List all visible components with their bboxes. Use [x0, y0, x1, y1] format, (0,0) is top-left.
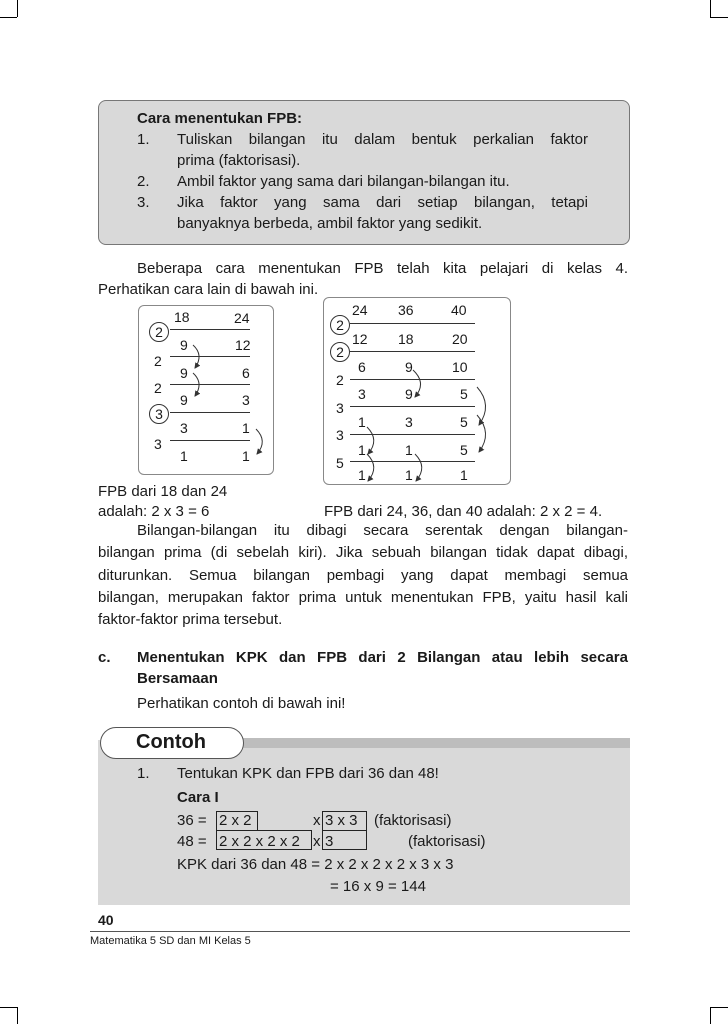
table-cell: 1: [242, 420, 250, 436]
kpk-result: = 16 x 9 = 144: [330, 878, 426, 895]
divisor: 3: [154, 436, 162, 452]
table2-caption: FPB dari 24, 36, dan 40 adalah: 2 x 2 = 4.: [324, 503, 603, 520]
section-subtitle: Perhatikan contoh di bawah ini!: [137, 695, 346, 712]
factor-group: 3: [325, 833, 334, 850]
crop-mark: [710, 1007, 711, 1024]
crop-mark: [17, 0, 18, 17]
table-cell: 1: [358, 414, 366, 430]
table-cell: 9: [405, 359, 413, 375]
times-sign: x: [313, 812, 321, 829]
table-header-value: 40: [451, 302, 467, 318]
box-title: Cara menentukan FPB:: [137, 110, 303, 127]
divisor: 2: [154, 380, 162, 396]
table-cell: 6: [242, 365, 250, 381]
table-cell: 5: [460, 414, 468, 430]
table-cell: 1: [460, 467, 468, 483]
table-header-value: 36: [398, 302, 414, 318]
arrow-down-icon: [367, 427, 374, 454]
table-cell: 1: [405, 442, 413, 458]
paragraph-line: bilangan prima (di sebelah kiri). Jika sebuah bilangan tidak dapat dibagi,: [98, 544, 628, 561]
table-cell: 18: [398, 331, 414, 347]
factor-group: 3 x 3: [325, 812, 358, 829]
factor-line-36: 36 =: [177, 812, 207, 829]
intro-line: Beberapa cara menentukan FPB telah kita pelajari di kelas 4.: [137, 260, 628, 277]
contoh-rule: [240, 738, 630, 748]
table-cell: 3: [180, 420, 188, 436]
table-cell: 1: [358, 442, 366, 458]
table-cell: 1: [358, 467, 366, 483]
cara-label: Cara I: [177, 789, 219, 806]
table-header-value: 18: [174, 309, 190, 325]
table-cell: 1: [180, 448, 188, 464]
factor-group: 2 x 2: [219, 812, 252, 829]
arrow-down-icon: [477, 387, 486, 425]
crop-mark: [710, 0, 711, 17]
factor-group: 2 x 2 x 2 x 2: [219, 833, 300, 850]
circled-divisor: 3: [149, 404, 169, 424]
section-letter: c.: [98, 649, 111, 666]
arrow-down-icon: [415, 454, 422, 481]
table1-caption: adalah: 2 x 3 = 6: [98, 503, 210, 520]
table-cell: 9: [180, 392, 188, 408]
box-item-number: 1.: [137, 131, 150, 148]
circled-divisor: 2: [330, 342, 350, 362]
intro-line: Perhatikan cara lain di bawah ini.: [98, 281, 319, 298]
table-cell: 1: [242, 448, 250, 464]
arrow-down-icon: [193, 373, 199, 396]
circled-divisor: 2: [149, 322, 169, 342]
arrow-down-icon: [193, 345, 199, 368]
table-cell: 6: [358, 359, 366, 375]
box-item-text: Ambil faktor yang sama dari bilangan-bilangan itu.: [177, 173, 510, 190]
arrow-down-icon: [256, 429, 262, 454]
crop-mark: [0, 1007, 17, 1008]
divisor: 2: [336, 372, 344, 388]
divisor: 5: [336, 455, 344, 471]
table-cell: 20: [452, 331, 468, 347]
table-cell: 12: [235, 337, 251, 353]
table-cell: 3: [405, 414, 413, 430]
book-title: Matematika 5 SD dan MI Kelas 5: [90, 935, 251, 947]
box-item-text: Tuliskan bilangan itu dalam bentuk perkalian faktor: [177, 131, 588, 148]
paragraph-line: Bilangan-bilangan itu dibagi secara serentak dengan bilangan-: [137, 522, 628, 539]
factor-note: (faktorisasi): [408, 833, 486, 850]
box-item-number: 2.: [137, 173, 150, 190]
table1-caption: FPB dari 18 dan 24: [98, 483, 228, 500]
crop-mark: [710, 1007, 728, 1008]
times-sign: x: [313, 833, 321, 850]
table-header-value: 24: [234, 310, 250, 326]
arrow-down-icon: [413, 370, 421, 397]
kpk-line: KPK dari 36 dan 48 = 2 x 2 x 2 x 2 x 3 x 3: [177, 856, 454, 873]
table-cell: 1: [405, 467, 413, 483]
arrow-down-icon: [367, 454, 374, 481]
box-item-text: prima (faktorisasi).: [177, 152, 301, 169]
divisor: 2: [154, 353, 162, 369]
box-item-number: 3.: [137, 194, 150, 211]
crop-mark: [0, 17, 17, 18]
arrow-down-icon: [477, 415, 486, 452]
factor-line-48: 48 =: [177, 833, 207, 850]
example-number: 1.: [137, 765, 150, 782]
table-cell: 9: [405, 386, 413, 402]
divisor: 3: [336, 427, 344, 443]
crop-mark: [17, 1007, 18, 1024]
table-cell: 12: [352, 331, 368, 347]
carry-arrows: [138, 305, 272, 473]
table-header-value: 24: [352, 302, 368, 318]
example-question: Tentukan KPK dan FPB dari 36 dan 48!: [177, 765, 439, 782]
box-item-text: Jika faktor yang sama dari setiap bilangan, tetapi: [177, 194, 588, 211]
table-cell: 9: [180, 337, 188, 353]
table-cell: 10: [452, 359, 468, 375]
circled-divisor: 2: [330, 315, 350, 335]
table-cell: 3: [358, 386, 366, 402]
divisor: 3: [336, 400, 344, 416]
paragraph-line: faktor-faktor prima tersebut.: [98, 611, 283, 628]
factor-note: (faktorisasi): [374, 812, 452, 829]
box-item-text: banyaknya berbeda, ambil faktor yang sedikit.: [177, 215, 483, 232]
contoh-tab-label: Contoh: [136, 731, 206, 753]
table-cell: 9: [180, 365, 188, 381]
table-cell: 5: [460, 386, 468, 402]
paragraph-line: diturunkan. Semua bilangan pembagi yang dapat membagi semua: [98, 567, 628, 584]
page-number: 40: [98, 912, 114, 928]
table-cell: 5: [460, 442, 468, 458]
section-title: Bersamaan: [137, 670, 218, 687]
footer-rule: [90, 931, 630, 932]
section-title: Menentukan KPK dan FPB dari 2 Bilangan atau lebih secara: [137, 649, 628, 666]
paragraph-line: bilangan, merupakan faktor prima untuk menentukan FPB, yaitu hasil kali: [98, 589, 628, 606]
table-cell: 3: [242, 392, 250, 408]
carry-arrows: [323, 297, 509, 483]
crop-mark: [710, 17, 728, 18]
